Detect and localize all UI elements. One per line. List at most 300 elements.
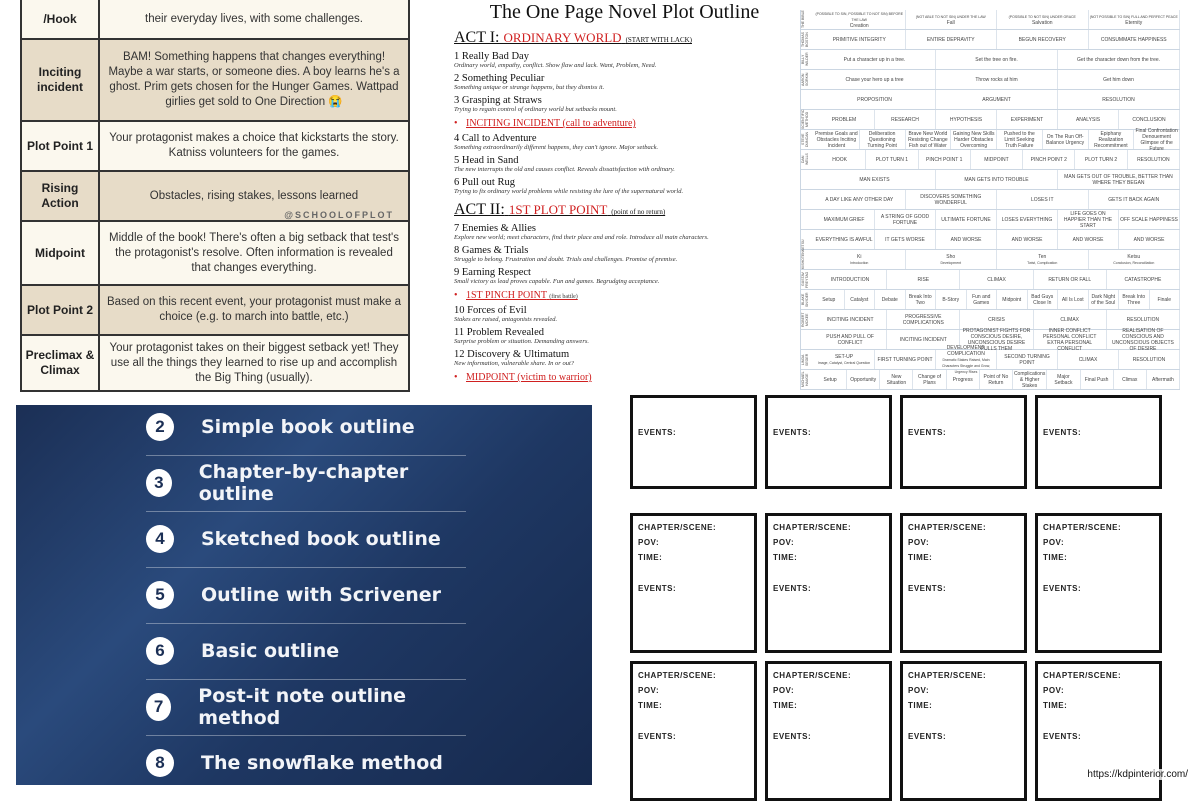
cell-text: Salvation [1031, 19, 1053, 26]
cell-text: MAXIMUM GRIEF [823, 216, 865, 223]
chart-cell [936, 344, 997, 374]
source-url: https://kdpinterior.com/ [1087, 769, 1188, 780]
time-label: TIME: [638, 701, 663, 710]
chart-row [800, 230, 1180, 250]
cell-text: LOSES EVERYTHING [1001, 216, 1053, 223]
cell-text: Deliberation Questioning Turning Point [867, 130, 897, 149]
item-title: 2 Something Peculiar [454, 73, 545, 84]
scene-card [765, 395, 892, 489]
chart-cell [1089, 190, 1181, 209]
cell-text: Point of No Return [983, 373, 1009, 386]
act-label: ACT II: [454, 201, 505, 218]
chart-cell [845, 290, 876, 309]
item-description: Stakes are raised, antagonists revealed. [454, 316, 558, 323]
milestone [454, 372, 795, 383]
cell-text: Finale [1157, 296, 1172, 303]
cell-text: MAN EXISTS [859, 176, 890, 183]
chart-cell [936, 90, 1058, 109]
list-item [146, 399, 466, 455]
cell-text: Get the character down from the tree. [1076, 56, 1161, 63]
chart-cell [814, 190, 906, 209]
cell-text: Break Into Two [908, 293, 932, 306]
cell-text: Midpoint [1002, 296, 1022, 303]
item-title: 4 Call to Adventure [454, 133, 537, 144]
number-badge: 7 [146, 693, 171, 721]
table-row [20, 122, 410, 172]
chart-cell [913, 370, 946, 389]
cell-text: Ki [857, 253, 862, 260]
row-description: Your protagonist makes a choice that kickstarts the story. Katniss volunteers for the games. [109, 132, 399, 159]
cell-text: HYPOTHESIS [949, 116, 983, 123]
chart-cell [936, 170, 1058, 189]
cell-text: Ketsu [1127, 253, 1141, 260]
outline-methods-list [16, 405, 592, 785]
pov-label: POV: [773, 686, 795, 695]
cell-subtext: (NOT POSSIBLE TO SIN) FULL AND PERFECT PEACE [1089, 14, 1178, 19]
row-author-label [800, 90, 814, 109]
cell-text: Fun and Games [972, 293, 991, 306]
item-title: 6 Pull out Rug [454, 177, 515, 188]
cell-text: REALISATION OF CONSCIOUS AND UNCONSCIOUS OBJECTS OF DESIRE [1111, 327, 1174, 352]
scene-card [630, 513, 757, 653]
item-label: Basic outline [201, 640, 340, 662]
chart-cell [875, 290, 906, 309]
row-description: Obstacles, rising stakes, lessons learned [149, 189, 359, 202]
chart-row [800, 70, 1180, 90]
chart-cell [814, 270, 887, 289]
chart-row [800, 150, 1180, 170]
row-author-label: SCIENTIFIC METHOD [800, 110, 814, 129]
item-description: Ordinary world, empathy, conflict. Show flaw and lack. Want, Problem, Need. [454, 62, 657, 69]
cell-text: SECOND TURNING POINT [1004, 353, 1050, 366]
outline-item [454, 155, 795, 173]
cell-text: Throw rocks at him [975, 76, 1018, 83]
number-badge: 8 [146, 749, 174, 777]
cell-text: Final Push [1084, 376, 1109, 383]
list-item [146, 679, 466, 735]
chart-cell [997, 350, 1058, 369]
row-description: Your protagonist takes on their biggest setback yet! They use all the things they learned to rise up and accomplish the Big Thing (usually). [109, 341, 399, 384]
cell-text: RESEARCH [891, 116, 919, 123]
cell-text: PROGRESSIVE COMPLICATIONS [902, 313, 944, 326]
chart-row [800, 50, 1180, 70]
act-label: ACT I: [454, 29, 500, 46]
chart-cell [997, 210, 1058, 229]
milestone-label: 1ST PINCH POINT [466, 290, 547, 301]
list-item [146, 567, 466, 623]
chart-cell [936, 210, 997, 229]
cell-text: PRIMITIVE INTEGRITY [832, 36, 886, 43]
row-author-label: LINDA SEGER [800, 350, 814, 369]
chart-cell [814, 290, 845, 309]
row-description: BAM! Something happens that changes everything! Maybe a war starts, or someone dies. A boy learns he's a ghost. Prim gets chosen for the Hunger Games. Wattpad girlies get sold to One Direction 😭 [108, 51, 400, 108]
row-author-label [800, 210, 814, 229]
scene-cards-template [600, 405, 1200, 800]
chapter-scene-label: CHAPTER/SCENE: [1043, 523, 1122, 532]
row-label: Plot Point 2 [22, 286, 100, 334]
act-2-heading [454, 201, 795, 219]
row-description: Middle of the book! There's often a big setback that test's the protagonist's resolve. Often information is revealed that changes everything. [109, 231, 399, 274]
cell-text: CONCLUSION [1132, 116, 1166, 123]
chapter-scene-label: CHAPTER/SCENE: [908, 523, 987, 532]
chart-cell [1089, 250, 1181, 269]
cell-text: DEVELOPMENT, COMPLICATION [946, 344, 986, 357]
chart-cell [936, 230, 997, 249]
table-row [20, 286, 410, 336]
cell-subtext: (POSSIBLE TO SIN, POSSIBLE TO NOT SIN) BEFORE THE LAW [815, 11, 904, 22]
events-label: EVENTS: [638, 428, 677, 437]
item-label: Simple book outline [201, 416, 415, 438]
number-badge: 3 [146, 469, 172, 497]
item-label: Chapter-by-chapter outline [198, 461, 409, 505]
chart-cell [1119, 290, 1150, 309]
chart-cell [997, 110, 1058, 129]
row-author-label: GUSTAV FREYTAG [800, 270, 814, 289]
chart-cell [906, 250, 998, 269]
cell-subtext: Conclusion, Reconciliation [1113, 260, 1155, 265]
row-author-label: MICHAEL HAUGE [800, 370, 814, 389]
row-author-label [800, 170, 814, 189]
chart-cell [814, 110, 875, 129]
chart-cell [997, 30, 1089, 49]
outline-item [454, 327, 795, 345]
chart-cell [947, 370, 980, 389]
chart-cell [1119, 230, 1180, 249]
cell-text: RESOLUTION [1132, 356, 1166, 363]
chart-cell [1134, 127, 1180, 152]
cell-text: Setup [822, 296, 836, 303]
chart-cell [1058, 210, 1119, 229]
milestone-note: (first battle) [549, 294, 578, 300]
cell-subtext: (NOT ABLE TO NOT SIN) UNDER THE LAW [915, 14, 986, 19]
item-label: Sketched book outline [201, 528, 441, 550]
cell-subtext: Development [940, 260, 962, 265]
table-row [20, 336, 410, 392]
cell-text: Epiphany Realization Recommitment [1094, 130, 1128, 149]
row-label: Rising Action [22, 172, 100, 220]
milestone [454, 118, 795, 129]
item-description: The new interrupts the old and causes conflict. Reveals dissatisfaction with ordinary. [454, 166, 675, 173]
pov-label: POV: [1043, 538, 1065, 547]
cell-text: Sho [946, 253, 956, 260]
chart-cell [1058, 110, 1119, 129]
cell-text: ULTIMATE FORTUNE [941, 216, 991, 223]
cell-subtext: Twist, Complication [1027, 260, 1058, 265]
chapter-scene-label: CHAPTER/SCENE: [1043, 671, 1122, 680]
chart-cell [887, 270, 960, 289]
cell-text: Set the tree on fire. [975, 56, 1018, 63]
cell-text: PINCH POINT 2 [1030, 156, 1067, 163]
chapter-scene-label: CHAPTER/SCENE: [638, 523, 717, 532]
chart-cell [906, 10, 998, 29]
item-description: Something extraordinarily different happens, they can't ignore. Major setback. [454, 144, 659, 151]
events-label: EVENTS: [1043, 732, 1082, 741]
item-label: Outline with Scrivener [201, 584, 441, 606]
chart-cell [997, 190, 1089, 209]
cell-text: Premise Goals and Obstacles Inciting Incident [815, 130, 858, 149]
cell-subtext: Introduction [850, 260, 869, 265]
chart-cell [960, 310, 1033, 329]
cell-text: CRISIS [988, 316, 1005, 323]
row-author-label: THOMAS BOSTON [800, 30, 814, 49]
cell-text: PLOT TURN 1 [875, 156, 909, 163]
scene-card [765, 661, 892, 801]
chart-cell [1013, 370, 1047, 389]
cell-text: RESOLUTION [1102, 96, 1135, 103]
cell-text: IT GETS WORSE [885, 236, 925, 243]
chart-cell [936, 70, 1058, 89]
chart-cell [1058, 170, 1180, 189]
chart-cell [1034, 327, 1107, 352]
table-row [20, 0, 410, 40]
milestone-label: MIDPOINT (victim to warrior) [466, 372, 592, 383]
cell-text: Get him down [1103, 76, 1134, 83]
pov-label: POV: [908, 538, 930, 547]
events-label: EVENTS: [908, 732, 947, 741]
chart-cell [860, 130, 906, 149]
chart-cell [936, 50, 1058, 69]
act-note: (point of no return) [611, 208, 666, 216]
chart-row [800, 90, 1180, 110]
item-description: New information, vulnerable share. In or out? [454, 360, 575, 367]
row-label: Inciting incident [22, 40, 100, 120]
chart-cell [1058, 350, 1119, 369]
chapter-scene-label: CHAPTER/SCENE: [638, 671, 717, 680]
chart-cell [1107, 270, 1180, 289]
row-description: their everyday lives, with some challenges. [145, 12, 363, 25]
act-title: ORDINARY WORLD [503, 30, 622, 45]
chart-cell [1058, 50, 1180, 69]
row-author-label: DAN WELLS [800, 150, 814, 169]
chart-cell [875, 230, 936, 249]
chart-cell [967, 290, 998, 309]
scene-card [765, 513, 892, 653]
pov-label: POV: [638, 686, 660, 695]
outline-item [454, 349, 795, 367]
cell-text: PUSH AND PULL OF CONFLICT [826, 333, 874, 346]
chart-cell [814, 250, 906, 269]
events-label: EVENTS: [638, 584, 677, 593]
chart-row [800, 10, 1180, 30]
chart-cell [936, 110, 997, 129]
number-badge: 6 [146, 637, 174, 665]
time-label: TIME: [908, 553, 933, 562]
cell-text: Major Setback [1054, 373, 1073, 386]
pov-label: POV: [1043, 686, 1065, 695]
cell-text: INNER CONFLICT PERSONAL CONFLICT EXTRA PERSONAL CONFLICT [1042, 327, 1097, 352]
chart-cell [1028, 290, 1059, 309]
cell-text: DISCOVERS SOMETHING WONDERFUL [920, 193, 982, 206]
time-label: TIME: [638, 553, 663, 562]
cell-text: BEGUN RECOVERY [1018, 36, 1066, 43]
pov-label: POV: [908, 686, 930, 695]
cell-text: B-Story [942, 296, 960, 303]
divider [146, 791, 466, 792]
row-author-label [800, 330, 814, 349]
milestone-label: INCITING INCIDENT (call to adventure) [466, 118, 636, 129]
cell-text: Ten [1038, 253, 1047, 260]
cell-text: ANALYSIS [1075, 116, 1101, 123]
cell-text: Debate [881, 296, 898, 303]
milestone [454, 290, 795, 301]
chart-cell [906, 290, 937, 309]
cell-text: INCITING INCIDENT [899, 336, 947, 343]
cell-text: Change of Plans [918, 373, 942, 386]
cell-text: AND WORSE [1133, 236, 1165, 243]
cell-subtext: Dramatic Stakes Raised, Main Characters Struggle and Grow, Urgency Rises [941, 357, 991, 374]
chart-cell [814, 310, 887, 329]
chart-cell [1047, 370, 1080, 389]
cell-text: SET-UP [834, 353, 854, 360]
cell-text: MAN GETS OUT OF TROUBLE, BETTER THAN WHERE THEY BEGAN [1064, 173, 1173, 186]
chart-cell [1034, 310, 1107, 329]
cell-text: INTRODUCTION [830, 276, 870, 283]
cell-text: EXPERIMENT [1010, 116, 1044, 123]
chart-row [800, 170, 1180, 190]
outline-item [454, 51, 795, 69]
cell-text: Progress [952, 376, 973, 383]
plot-structure-table [20, 0, 410, 392]
cell-text: PROBLEM [831, 116, 857, 123]
item-title: 10 Forces of Evil [454, 305, 527, 316]
outline-item [454, 223, 795, 241]
cell-text: Creation [849, 22, 869, 29]
cell-text: AND WORSE [1072, 236, 1104, 243]
chart-cell [814, 90, 936, 109]
cell-text: PINCH POINT 1 [926, 156, 963, 163]
scene-card [1035, 661, 1162, 801]
chart-row [800, 30, 1180, 50]
chart-cell [1058, 230, 1119, 249]
row-author-label: STEVE DUNCAN [800, 130, 814, 149]
chart-cell [1034, 270, 1107, 289]
cell-text: LIFE GOES ON HAPPIER THAN THE START [1063, 210, 1113, 229]
item-title: 3 Grasping at Straws [454, 95, 542, 106]
row-author-label [800, 190, 814, 209]
chart-cell [906, 190, 998, 209]
chart-cell [1107, 327, 1180, 352]
cell-text: On The Run Off-Balance Urgency [1046, 133, 1085, 146]
scene-card [900, 513, 1027, 653]
cell-text: Complications & Higher Stakes [1013, 370, 1046, 389]
cell-text: Catalyst [850, 296, 869, 303]
watermark: @SCHOOLOFPLOT [284, 210, 394, 220]
cell-text: All Is Lost [1061, 296, 1084, 303]
item-description: Trying to fix ordinary world problems while resisting the lure of the supernatural world. [454, 188, 684, 195]
chart-cell [906, 130, 952, 149]
cell-text: RETURN OR FALL [1048, 276, 1092, 283]
chart-cell [814, 350, 875, 369]
cell-text: Gaining New Skills Harder Obstacles Overcoming [952, 130, 995, 149]
row-description: Based on this recent event, your protagonist must make a choice (e.g. to march into battle, etc.) [106, 296, 402, 323]
cell-text: AND WORSE [950, 236, 982, 243]
cell-text: FIRST TURNING POINT [877, 356, 933, 363]
chart-cell [866, 150, 918, 169]
time-label: TIME: [773, 701, 798, 710]
chart-cell [814, 30, 906, 49]
chart-cell [1107, 310, 1180, 329]
item-title: 12 Discovery & Ultimatum [454, 349, 570, 360]
chart-cell [1119, 350, 1180, 369]
item-title: 9 Earning Respect [454, 267, 531, 278]
row-author-label: ROBERT MCKEE [800, 310, 814, 329]
outline-item [454, 305, 795, 323]
list-item [146, 735, 466, 791]
cell-text: Dark Night of the Soul [1091, 293, 1116, 306]
chart-cell [1089, 10, 1181, 29]
act-note: (START WITH LACK) [625, 36, 692, 44]
chart-cell [875, 210, 936, 229]
chart-cell [1023, 150, 1075, 169]
item-description: Surprise problem or situation. Demanding answers. [454, 338, 589, 345]
chart-row [800, 270, 1180, 290]
cell-text: AND WORSE [1011, 236, 1043, 243]
chart-cell [980, 370, 1013, 389]
scene-card [630, 395, 757, 489]
cell-text: CLIMAX [1060, 316, 1080, 323]
chart-cell [1119, 110, 1180, 129]
chart-cell [960, 270, 1033, 289]
cell-text: INCITING INCIDENT [826, 316, 874, 323]
chart-cell [997, 10, 1089, 29]
item-title: 5 Head in Sand [454, 155, 519, 166]
row-author-label: AARON SORKIN [800, 70, 814, 89]
table-row [20, 40, 410, 122]
cell-text: PROPOSITION [857, 96, 892, 103]
cell-text: Setup [823, 376, 837, 383]
item-description: Trying to regain control of ordinary world but setbacks mount. [454, 106, 617, 113]
cell-text: LOSES IT [1030, 196, 1054, 203]
outline-item [454, 245, 795, 263]
scene-card [1035, 513, 1162, 653]
events-label: EVENTS: [773, 732, 812, 741]
row-author-label: KISHOTENKETSU [800, 250, 814, 269]
row-author-label: THE BIBLE [800, 10, 814, 29]
chart-cell [997, 290, 1028, 309]
chart-cell [1058, 70, 1180, 89]
chart-cell [1058, 90, 1180, 109]
cell-text: GETS IT BACK AGAIN [1108, 196, 1160, 203]
outline-item [454, 267, 795, 285]
item-description: Explore new world; meet characters, find their place and and role. Introduce all main characters. [454, 234, 709, 241]
outline-item [454, 73, 795, 91]
chart-cell [951, 130, 997, 149]
scene-card [900, 661, 1027, 801]
time-label: TIME: [773, 553, 798, 562]
cell-text: Break Into Three [1122, 293, 1146, 306]
cell-text: CONSUMMATE HAPPINESS [1100, 36, 1167, 43]
chart-cell [1089, 30, 1181, 49]
chart-row [800, 210, 1180, 230]
cell-text: CATASTROPHE [1124, 276, 1162, 283]
outline-item [454, 133, 795, 151]
list-item [146, 623, 466, 679]
cell-text: Eternity [1125, 19, 1143, 26]
outline-item [454, 177, 795, 195]
chart-row [800, 344, 1180, 374]
chapter-scene-label: CHAPTER/SCENE: [908, 671, 987, 680]
act-title: 1ST PLOT POINT [508, 202, 608, 217]
chart-row [800, 290, 1180, 310]
events-label: EVENTS: [773, 428, 812, 437]
scene-card [630, 661, 757, 801]
cell-text: RESOLUTION [1137, 156, 1170, 163]
table-row [20, 222, 410, 286]
chart-cell [814, 230, 875, 249]
chart-row [800, 110, 1180, 130]
item-title: 7 Enemies & Allies [454, 223, 536, 234]
events-label: EVENTS: [908, 584, 947, 593]
